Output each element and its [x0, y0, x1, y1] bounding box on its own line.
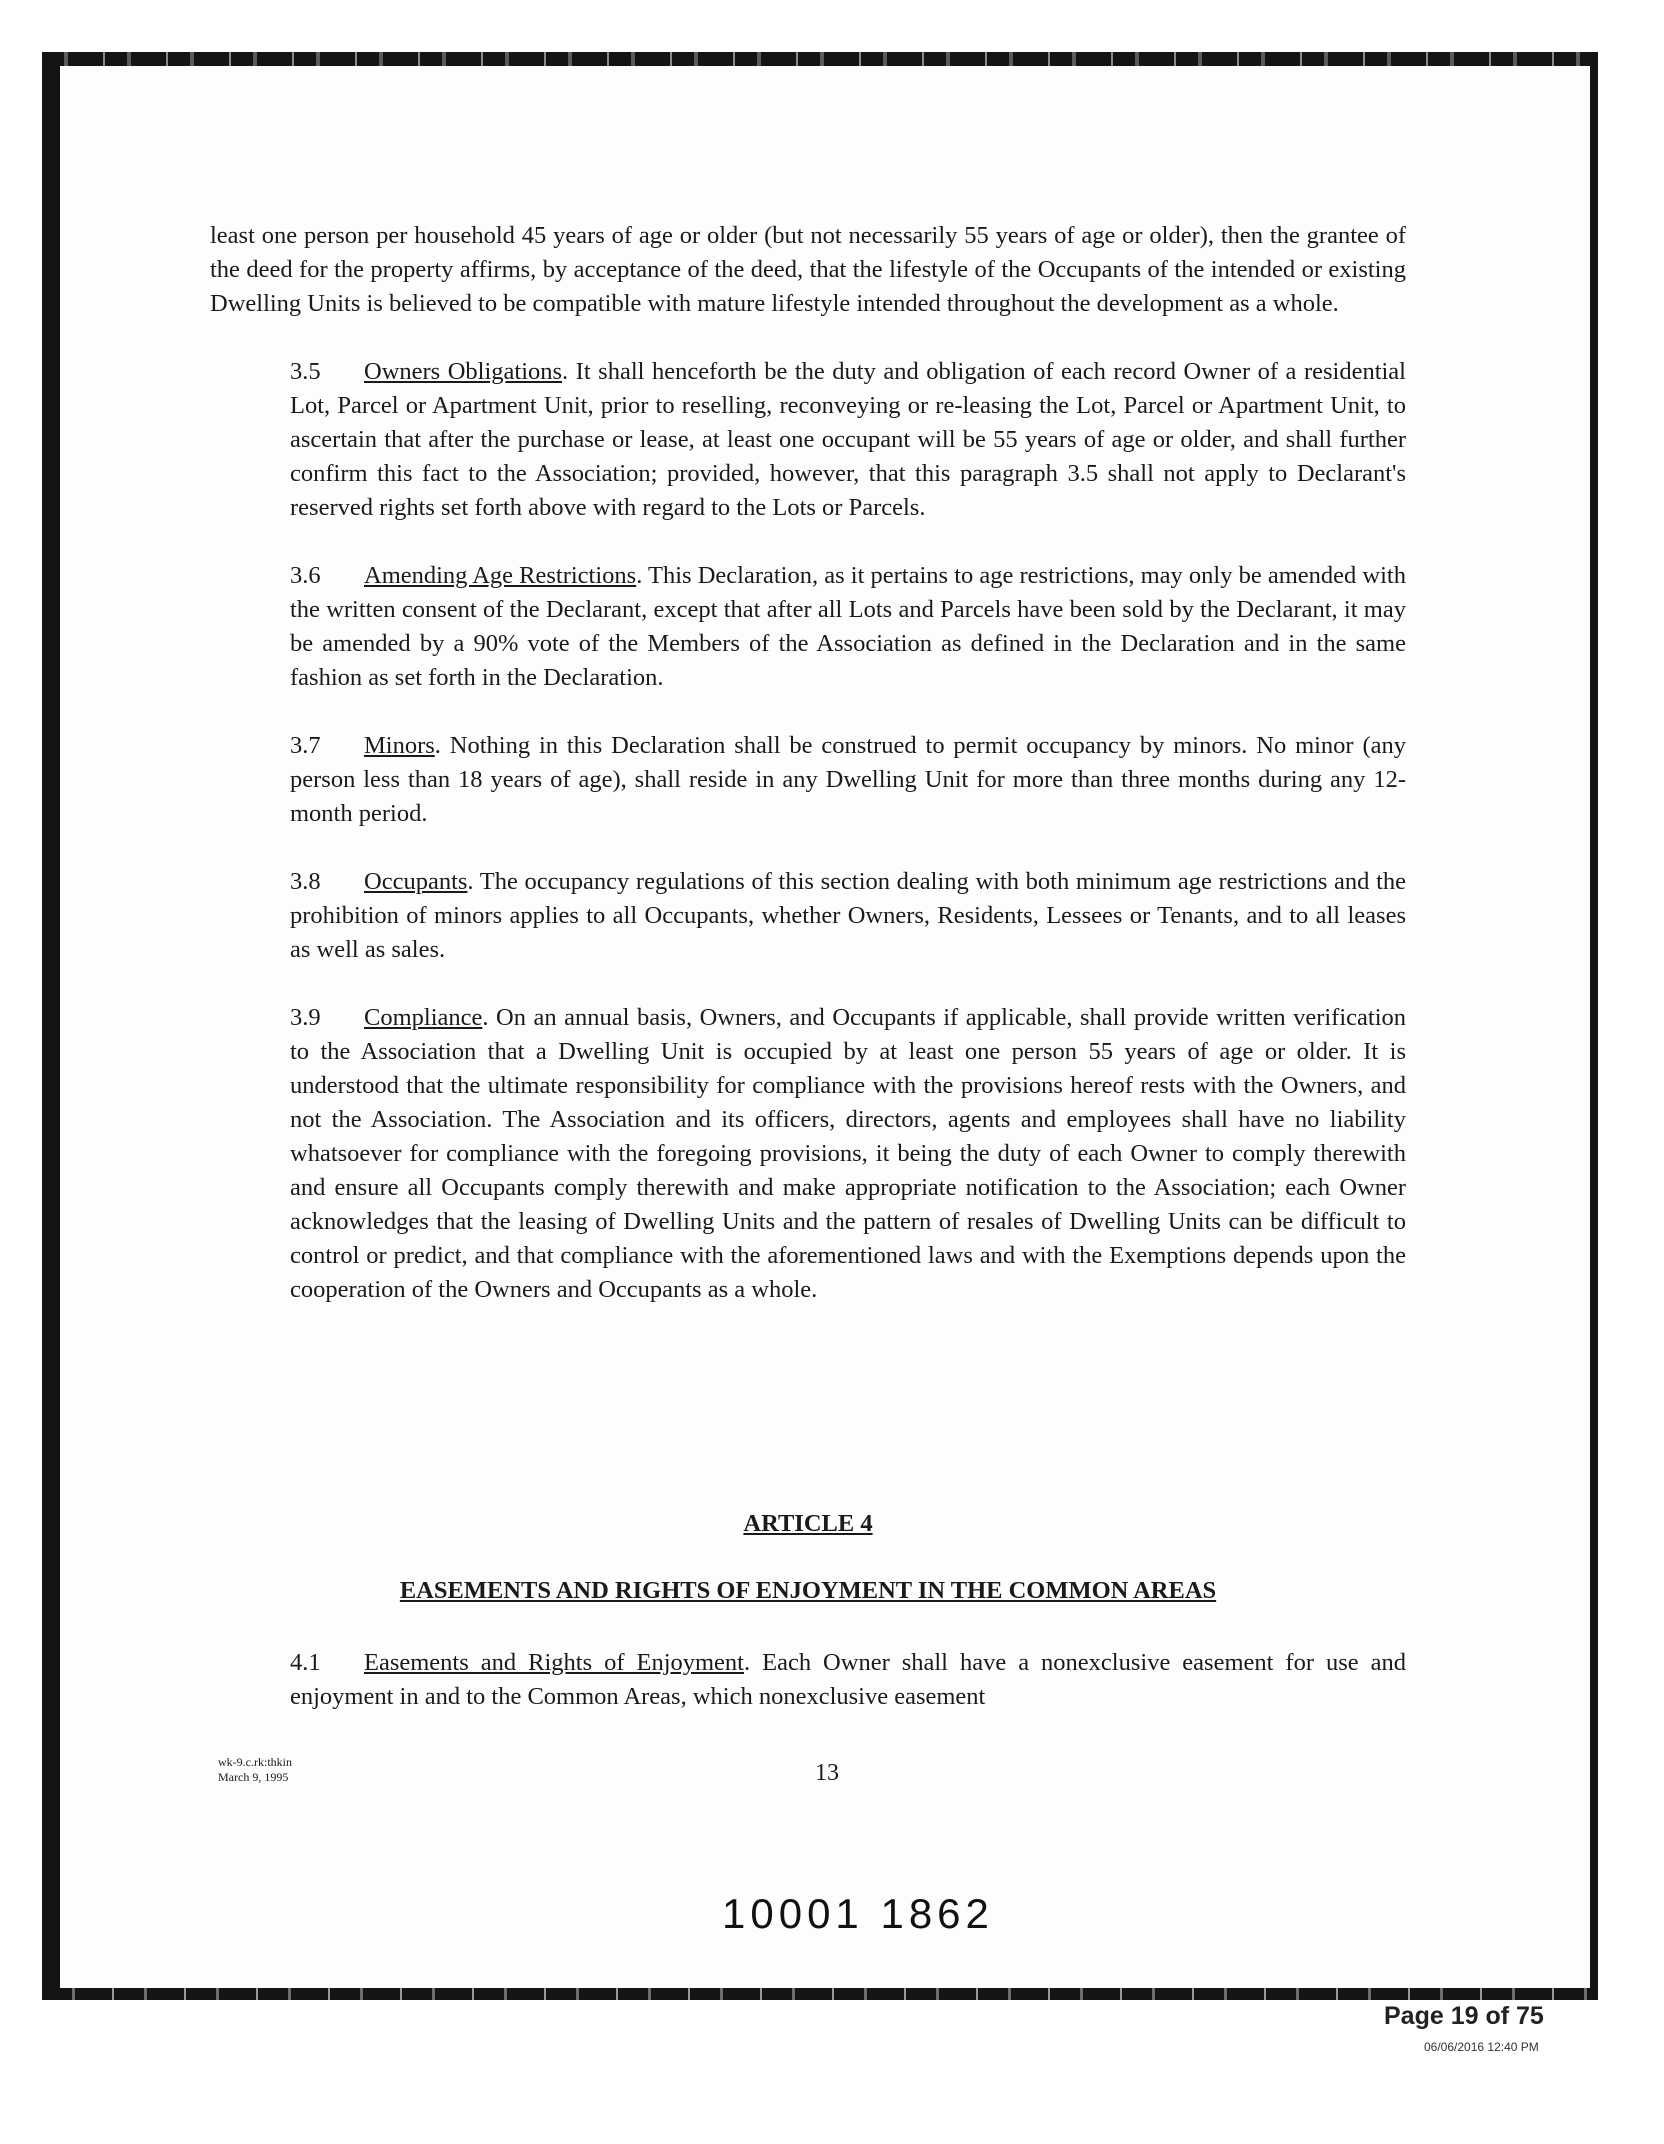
article-4-body [210, 1646, 1406, 1748]
section-number: 3.6 [290, 562, 321, 589]
section-text: . The occupancy regulations of this section dealing with both minimum age restrictions and the prohibition of minors applies to all Occupants, whether Owners, Residents, Lessees or Tenants, and to all leases as well as sales. [290, 868, 1406, 963]
section-3-8 [210, 865, 1406, 967]
continuation-paragraph: least one person per household 45 years of age or older (but not necessarily 55 years of age or older), then the grantee of the deed for the property affirms, by acceptance of the deed, that the lifestyle of the Occupants of the intended or existing Dwelling Units is believed to be compatible with mature lifestyle intended throughout the development as a whole. [210, 222, 1406, 317]
page-indicator: Page 19 of 75 [1384, 2002, 1544, 2030]
section-number: 3.7 [290, 732, 321, 759]
section-heading: Easements and Rights of Enjoyment [364, 1649, 744, 1676]
section-text: . Each Owner shall have a nonexclusive easement for use and enjoyment in and to the Common Areas, which nonexclusive easement [290, 1649, 1407, 1710]
footer-file-ref: wk-9.c.rk:thkin [218, 1755, 292, 1769]
footer-page-number: 13 [815, 1760, 839, 1786]
recording-stamp: 10001 1862 [722, 1890, 994, 1937]
scan-edge-bottom [42, 1988, 1598, 2000]
print-timestamp: 06/06/2016 12:40 PM [1424, 2040, 1539, 2054]
section-number: 4.1 [290, 1649, 321, 1676]
section-4-1 [210, 1646, 1406, 1714]
document-footer-info [218, 1755, 292, 1785]
section-heading: Minors [364, 732, 435, 759]
section-heading: Owners Obligations [364, 358, 563, 385]
document-body [210, 219, 1406, 1341]
article-title: ARTICLE 4 [743, 1510, 873, 1537]
section-heading: Compliance [364, 1004, 483, 1031]
article-subtitle: EASEMENTS AND RIGHTS OF ENJOYMENT IN THE COMMON AREAS [399, 1577, 1217, 1604]
section-text: . It shall henceforth be the duty and obligation of each record Owner of a residential Lot, Parcel or Apartment Unit, prior to reselling, reconveying or re-leasing the Lot, Parcel or Apartment Unit, to ascertain that after the purchase or lease, at least one occupant will be 55 years of age or older, and shall further confirm this fact to the Association; provided, however, that this paragraph 3.5 shall not apply to Declarant's reserved rights set forth above with regard to the Lots or Parcels. [290, 358, 1406, 521]
section-number: 3.9 [290, 1004, 321, 1031]
section-number: 3.5 [290, 358, 321, 385]
section-3-6 [210, 559, 1406, 695]
section-3-5 [210, 355, 1406, 525]
section-number: 3.8 [290, 868, 321, 895]
scan-edge-top [42, 52, 1598, 66]
section-text: . Nothing in this Declaration shall be construed to permit occupancy by minors. No minor (any person less than 18 years of age), shall reside in any Dwelling Unit for more than three months during any 12-month period. [290, 732, 1406, 827]
section-text: . On an annual basis, Owners, and Occupants if applicable, shall provide written verification to the Association that a Dwelling Unit is occupied by at least one person 55 years of age or older. It is understood that the ultimate responsibility for compliance with the provisions hereof rests with the Owners, and not the Association. The Association and its officers, directors, agents and employees shall have no liability whatsoever for compliance with the foregoing provisions, it being the duty of each Owner to comply therewith and ensure all Occupants comply therewith and make appropriate notification to the Association; each Owner acknowledges that the leasing of Dwelling Units and the pattern of resales of Dwelling Units can be difficult to control or predict, and that compliance with the aforementioned laws and with the Exemptions depends upon the cooperation of the Owners and Occupants as a whole. [290, 1004, 1406, 1303]
footer-date: March 9, 1995 [218, 1770, 289, 1784]
section-heading: Amending Age Restrictions [364, 562, 637, 589]
section-3-9 [210, 1001, 1406, 1307]
section-3-7 [210, 729, 1406, 831]
section-text: . This Declaration, as it pertains to age restrictions, may only be amended with the written consent of the Declarant, except that after all Lots and Parcels have been sold by the Declarant, it may be amended by a 90% vote of the Members of the Association as defined in the Declaration and in the same fashion as set forth in the Declaration. [290, 562, 1406, 691]
section-heading: Occupants [364, 868, 468, 895]
